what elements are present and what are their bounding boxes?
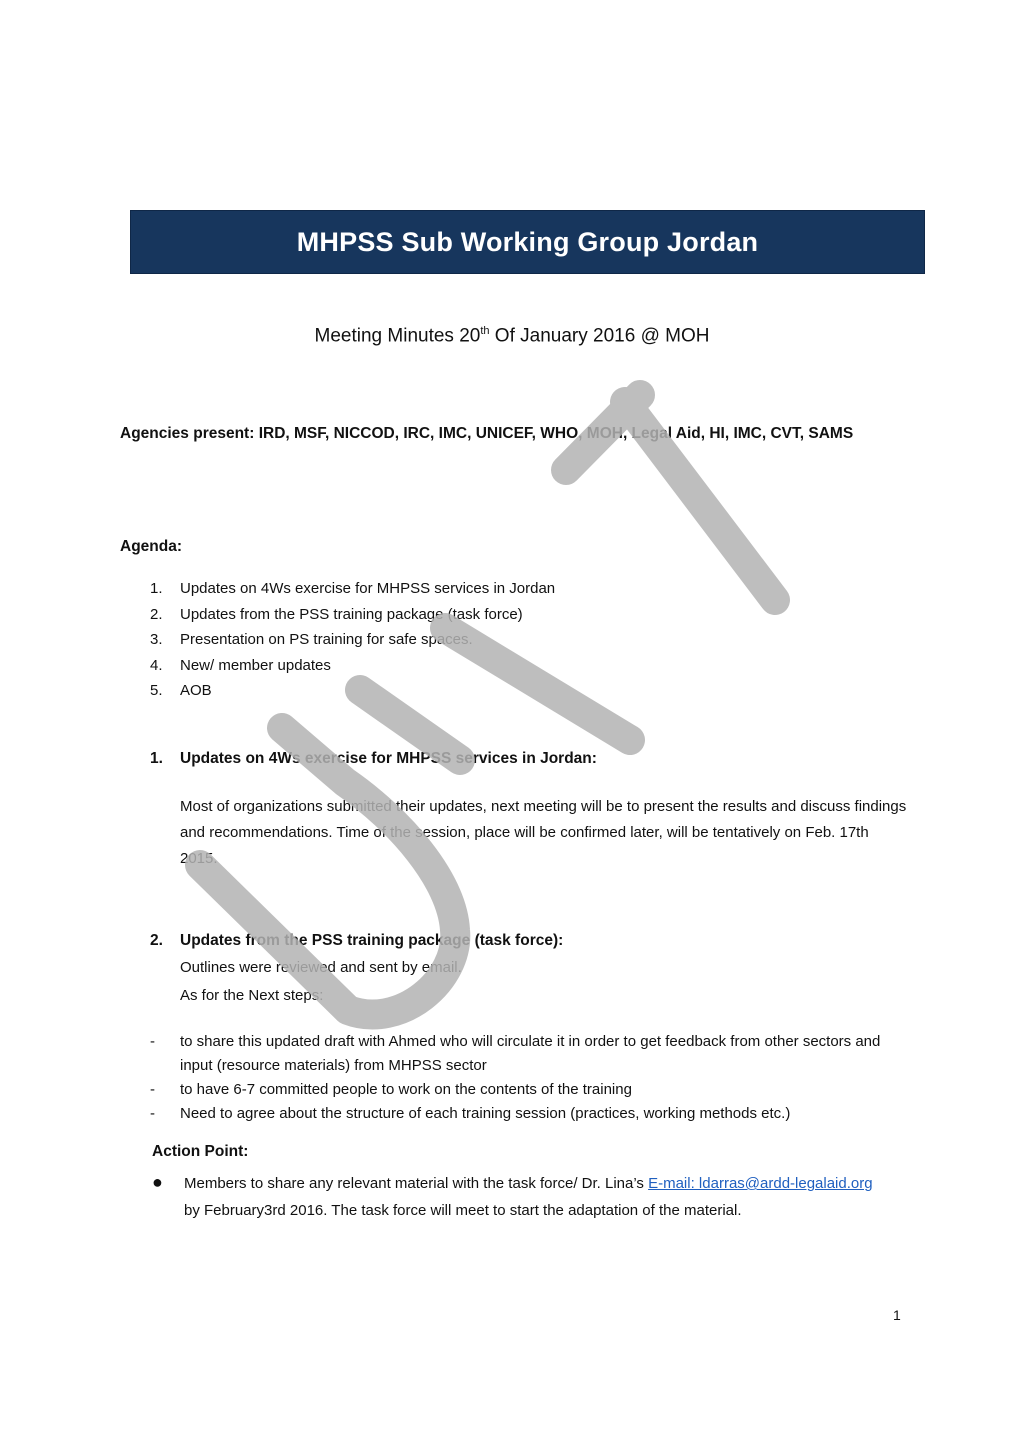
agencies-list: IRD, MSF, NICCOD, IRC, IMC, UNICEF, WHO, MOH, Legal Aid, HI, IMC, CVT, SAMS bbox=[254, 425, 854, 442]
action-point-item bbox=[152, 1170, 892, 1224]
action-text-before: Members to share any relevant material with the task force/ Dr. Lina’s bbox=[184, 1175, 649, 1192]
page-number: 1 bbox=[893, 1307, 901, 1323]
list-item-text: to have 6-7 committed people to work on the contents of the training bbox=[180, 1081, 632, 1098]
dash-marker: - bbox=[150, 1105, 155, 1122]
agenda-item-number: 5. bbox=[150, 682, 163, 699]
subtitle-suffix: Of January 2016 @ MOH bbox=[489, 325, 710, 347]
agenda-item-text: Presentation on PS training for safe spaces. bbox=[180, 631, 473, 648]
dash-marker: - bbox=[150, 1081, 155, 1098]
section-2-number: 2. bbox=[150, 932, 163, 949]
section-1-body: Most of organizations submitted their updates, next meeting will be to present the results and discuss findings and recommendations. Time of the session, place will be confirmed later, will be tentatively on Feb. 17th 2015. bbox=[180, 798, 907, 867]
action-point-heading: Action Point: bbox=[152, 1143, 249, 1160]
agenda-item-number: 1. bbox=[150, 580, 163, 597]
agenda-item-text: Updates on 4Ws exercise for MHPSS services in Jordan bbox=[180, 580, 556, 597]
dash-marker: - bbox=[150, 1033, 155, 1050]
agenda-item-text: AOB bbox=[180, 682, 212, 699]
agenda-item-number: 4. bbox=[150, 656, 163, 674]
meeting-subtitle bbox=[0, 325, 1024, 347]
section-1-number: 1. bbox=[150, 750, 163, 767]
email-link[interactable]: E-mail: ldarras@ardd-legalaid.org bbox=[648, 1175, 873, 1192]
section-2-line-2: As for the Next steps: bbox=[180, 987, 324, 1004]
agenda-item-text: Updates from the PSS training package (task force) bbox=[180, 605, 523, 623]
section-1-heading bbox=[150, 750, 597, 768]
subtitle-superscript: th bbox=[480, 325, 490, 337]
title-banner bbox=[130, 210, 925, 274]
section-2-heading bbox=[150, 932, 563, 950]
agenda-list bbox=[150, 580, 555, 708]
agenda-item bbox=[150, 631, 555, 657]
agenda-item bbox=[150, 657, 555, 683]
agenda-item-number: 3. bbox=[150, 631, 163, 648]
list-item bbox=[150, 1102, 910, 1126]
bullet-icon: ● bbox=[152, 1172, 163, 1192]
section-1-title: Updates on 4Ws exercise for MHPSS services in Jordan: bbox=[180, 750, 597, 767]
agenda-heading: Agenda: bbox=[120, 538, 182, 555]
agenda-item-text: New/ member updates bbox=[180, 656, 331, 674]
list-item bbox=[150, 1078, 910, 1102]
agencies-present bbox=[120, 420, 910, 447]
list-item-text: Need to agree about the structure of each training session (practices, working methods etc.) bbox=[180, 1105, 791, 1122]
next-steps-list bbox=[150, 1030, 910, 1126]
agenda-item bbox=[150, 682, 555, 708]
agencies-label: Agencies present: bbox=[120, 425, 255, 442]
document-title: MHPSS Sub Working Group Jordan bbox=[296, 226, 759, 257]
list-item-text: to share this updated draft with Ahmed who will circulate it in order to get feedback from other sectors and input (resource materials) from MHPSS sector bbox=[180, 1033, 881, 1074]
action-point-text bbox=[184, 1170, 892, 1224]
section-2-title: Updates from the PSS training package (task force): bbox=[180, 932, 564, 949]
list-item bbox=[150, 1030, 910, 1078]
subtitle-prefix: Meeting Minutes 20 bbox=[314, 325, 481, 347]
agenda-item-number: 2. bbox=[150, 605, 163, 623]
action-text-after: by February3rd 2016. The task force will meet to start the adaptation of the material. bbox=[184, 1202, 742, 1219]
agenda-item bbox=[150, 580, 555, 606]
agenda-item bbox=[150, 606, 555, 632]
section-2-line-1: Outlines were reviewed and sent by email. bbox=[180, 959, 462, 976]
